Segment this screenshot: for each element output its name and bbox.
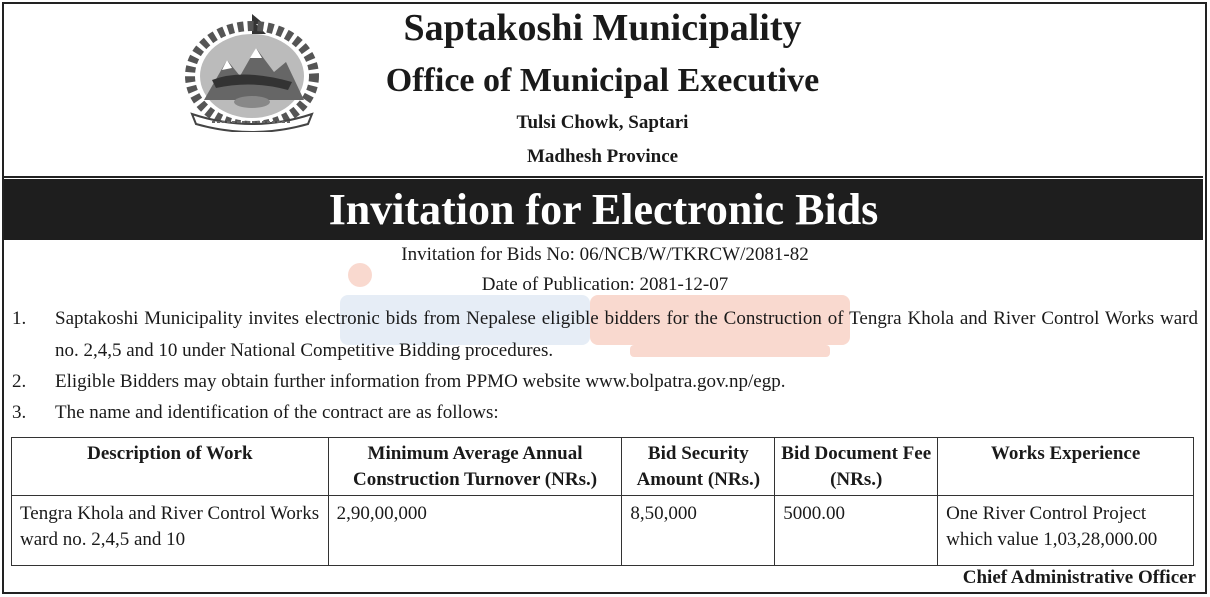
cell-document-fee: 5000.00 [775, 496, 938, 566]
list-item-number: 3. [12, 402, 27, 423]
list-item-text: The name and identification of the contract are as follows: [55, 402, 499, 423]
notice-heading: Invitation for Electronic Bids [4, 179, 1203, 240]
signatory-title: Chief Administrative Officer [962, 567, 1196, 588]
office-province: Madhesh Province [526, 146, 679, 167]
cell-description: Tengra Khola and River Control Works ward no. 2,4,5 and 10 [12, 496, 329, 566]
header-document-fee: Bid Document Fee (NRs.) [775, 438, 938, 496]
list-item [12, 303, 1198, 367]
office-name: Office of Municipal Executive [385, 62, 820, 99]
table-header-row [12, 438, 1194, 496]
list-item-text: Eligible Bidders may obtain further information from PPMO website www.bolpatra.gov.np/egp. [55, 371, 786, 392]
list-item-number: 2. [12, 371, 27, 392]
contract-table [11, 437, 1194, 566]
header-description: Description of Work [12, 438, 329, 496]
office-address: Tulsi Chowk, Saptari [516, 112, 689, 133]
table-row [12, 496, 1194, 566]
list-item-number: 1. [12, 308, 27, 329]
cell-experience: One River Control Project which value 1,03,28,000.00 [938, 496, 1194, 566]
list-item-text: Saptakoshi Municipality invites electronic bids from Nepalese eligible bidders for the Construction of Tengra Khola and River Control Works ward no. 2,4,5 and 10 under National Competitive Bidding procedures. [55, 308, 1198, 361]
list-item [12, 397, 1198, 429]
list-item [12, 366, 1198, 398]
header-experience: Works Experience [938, 438, 1194, 496]
municipality-name: Saptakoshi Municipality [403, 7, 802, 49]
cell-bid-security: 8,50,000 [622, 496, 775, 566]
cell-turnover: 2,90,00,000 [328, 496, 622, 566]
notice-header [2, 2, 1203, 178]
header-bid-security: Bid Security Amount (NRs.) [622, 438, 775, 496]
header-turnover: Minimum Average Annual Construction Turnover (NRs.) [328, 438, 622, 496]
publication-date: Date of Publication: 2081-12-07 [481, 274, 729, 295]
bid-number: Invitation for Bids No: 06/NCB/W/TKRCW/2081-82 [401, 244, 809, 265]
